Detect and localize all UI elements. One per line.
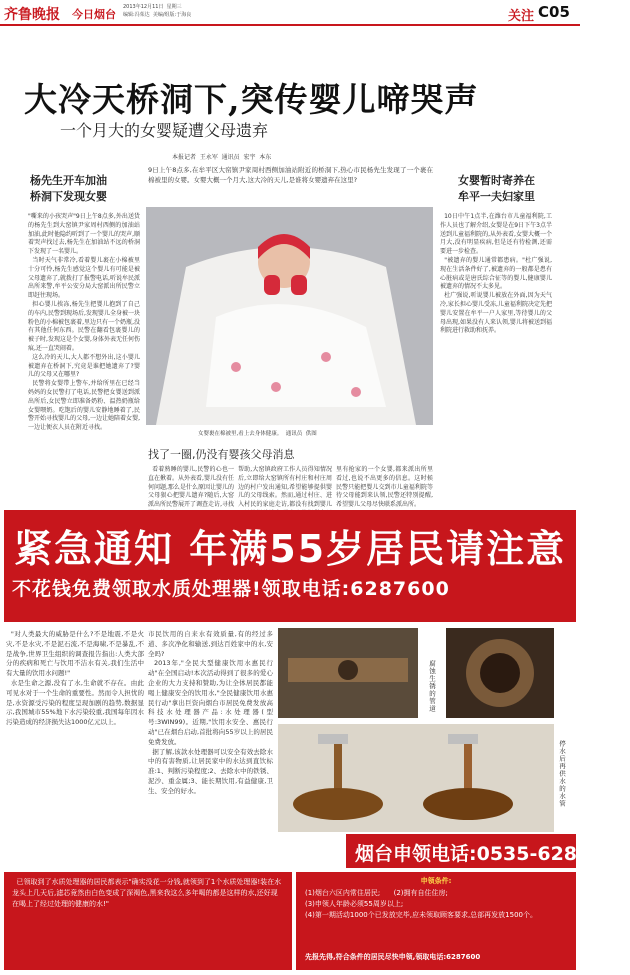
ad-left-text: "对人类最大的威胁是什么?不是地震,不是火灾,不是水灾,不是泥石流,不是海啸,不是暴乱,不是战争,世界卫生组织的调查报告指出:人类大部分的疾病和死亡与饮用不洁水有关,我们生活中有大量的饮用水问题!" 水是生命之源,没有了水,生命就不存在。由此可见水对于一个生命的重要性。然而令人担忧的是,水资源受污染的程度呈现加剧的趋势,数据显示,我国城市55%地下水污染较重,我国每年因水污染造成的经济损失达1000亿元以上。 — [6, 630, 144, 727]
section-heading-1b: 桥洞下发现女婴 — [30, 190, 107, 203]
mid-heading: 找了一圈,仍没有婴孩父母消息 — [148, 448, 295, 461]
section-tag: 关注 — [508, 9, 535, 24]
mid-column-3: 里有抢家的一个女婴,都来派出所里看过,也说不出更多的信息。这时候民警只能把婴儿交到市儿童福利院等待父母能到来认领,民警还特别提醒,希望婴儿父母尽快联系派出所。 — [336, 466, 433, 509]
conditions-note: 先报先得,符合条件的居民尽快申领,领取电话:6287600 — [305, 953, 481, 961]
faucet-photo — [278, 724, 554, 832]
pipe-photo-2 — [446, 628, 554, 718]
faucet-water-icon — [278, 724, 554, 832]
section-heading-1a: 杨先生开车加油 — [30, 174, 107, 187]
ad-headline: 紧急通知 年满55岁居民请注意 — [14, 527, 567, 571]
ad-center-text: 市民饮用的自来水有效质量,有的经过多道、多次净化和输送,到达百姓家中的水,安全吗? 2013年,"全民大型健康饮用水惠民行动"在全国启动!本次活动得到了很多的爱心企业的大力支持和赞助,为让全体居民都能喝上健康安全的饮用水,"全民健康饮用水惠民行动"拿出巨资向烟台市居民免费发放高科技水处理器产品:水处理器(型号:3WIN99)。近期,"饮用水安全、惠民行动"已在烟台启动,首批将向55岁以上的居民免费发放。 据了解,该款水处理器可以安全有效去除水中的有害物质,让居民家中的水达到直饮标准:1、判断污染程度;2、去除水中的铁锈、泥沙、重金属;3、能长期饮用,有益健康,卫生、安全的好水。 — [148, 630, 273, 795]
mid-column-1: 看着熟睡的婴儿,民警的心也一直在揪着。从外表看,婴儿没有任何问题,那么是什么原因让婴儿的父母狠心把婴儿遗弃?随后,大窑派出所民警展开了调查走访,寻找 — [148, 466, 234, 509]
article-lead: 9日上午8点多,在牟平区大窑镇尹家周村西侧加油站附近的桥洞下,热心市民杨先生发现了一个裹在棉被里的女婴。女婴大概一个月大,这大冷的天儿,是谁将女婴遗弃在这里? — [148, 166, 433, 184]
article-headline: 大冷天桥洞下,突传婴儿啼哭声 — [24, 80, 479, 119]
baby-photo — [146, 207, 433, 425]
mid-column-2: 帮助,大窑镇政府工作人员得知情况后,立即给大窑镇所有村庄和村庄周边的村户发出通知,希望能够提供婴儿的父母线索。然而,通过村庄、进入村民的家庭走访,都没有找到婴儿 — [238, 466, 332, 509]
section-title: 今日烟台 — [72, 8, 116, 21]
testimonial-text: 已领取到了水质处理器的居民都表示"确实没花一分钱,就领到了1个水质处理器!装在水龙头上几天后,滤芯竟然由白色变成了深褐色,黑来我这么多年喝的都是这样的水,还好现在喝上了经过处理的健康的水!" — [12, 878, 282, 908]
section-heading-2b: 牟平一夫妇家里 — [458, 190, 535, 203]
newspaper-logo: 齐鲁晚报 — [4, 7, 60, 23]
pipe-photo — [278, 628, 418, 718]
conditions-list: (1)烟台六区内常住居民; (2)拥有自住住房; (3)申领人年龄必须55周岁以上; (4)第一期活动1000个已发放完毕,应未领取顾客要求,总部再发放1500个。 — [305, 889, 537, 919]
photo-caption: 女婴裹在棉被里,看上去身体健康。 通讯员 供图 — [198, 431, 317, 437]
corroded-pipe-icon — [446, 628, 554, 718]
page-number: C05 — [538, 3, 570, 21]
caption-water: 停水后再供水的水管 — [558, 740, 566, 808]
section-heading-2a: 女婴暂时寄养在 — [458, 174, 535, 187]
caption-rusty-pipe: 腐蚀生锈的管道 — [428, 660, 436, 713]
article-subheadline: 一个月大的女婴疑遭父母遗弃 — [60, 121, 269, 140]
ad-subline: 不花钱免费领取水质处理器!领取电话:6287600 — [12, 578, 450, 600]
article-byline: 本报记者 王永军 通讯员 宏宇 本东 — [172, 154, 272, 161]
article-column-right: 10日中午1点半,在潍台市儿童福利院,工作人员也了解介绍,女婴是在9日下午3点半送到儿童福利院的,从外表看,女婴大概一个月大,没有明显疾病,但是还有待检测,还需要进一步检查。 "被遗弃的婴儿通常都患病。"杜广强说,现在生活条件好了,被遗弃的一般都是患有心脏病或是唐氏综合征等的婴儿,健康婴儿被遗弃的情况不太多见。 杜广强说,听说婴儿被放在外面,因为天气冷,家长担心婴儿受冻,儿童福利院决定先把婴儿安置在牟平一户人家里,等待婴儿的父母出现,如果没有人来认领,婴儿将被送到福利院进行救助和抚养。 — [440, 213, 552, 335]
issue-meta: 2013年12月11日 星期三 编辑:冯茱达 美编/组版:于海良 — [123, 4, 192, 18]
ad-phone: 烟台申领电话:0535-6287600 — [355, 843, 630, 865]
conditions-title: 申领条件: — [420, 877, 452, 885]
baby-in-quilt-icon — [146, 207, 433, 425]
rusty-pipe-icon — [278, 628, 418, 718]
article-column-1: "嘶来的小孩哭声"9日上午8点多,外出送货的杨先生到大窑镇尹家周村西侧的加油站加油,此时他隐约听到了一个婴儿的哭声,顺着哭声找过去,杨先生在加油站不远的桥洞下发现了一名婴儿。 当时天气非常冷,看着婴儿裹在小棉被里十分可怜,杨先生感觉这个婴儿有可能是被父母遗弃了,就拨打了报警电话,听说牟民派出所来警,牟平公安分局大窑派出所民警立即赶往现场。 担心婴儿挨冻,杨先生把婴儿抱到了自己的车内,民警到现场后,发现婴儿全身被一块粉色的小棉被包裹着,里边只有一个奶瓶,没有其他任何东西。民警在翻看包裹婴儿的被子时,发现这是个女婴,身体外表无任何伤痕,还一直哭闹着。 这么冷的天儿,大人都不想外出,这小婴儿被遗弃在桥洞下,究竟是谁把她遗弃了?婴儿的父母又在哪里? 民警将女婴带上警车,并给所里在已经当妈妈的女民警打了电话,民警把女婴送到派出所后,女民警立即准备奶粉、温热奶瓶给女婴喂奶。吃饱后的婴儿安静地睡着了,民警开始寻找婴儿的父母,一边让她陪着女婴,一边让便衣人员在附近寻找。 — [28, 213, 140, 432]
